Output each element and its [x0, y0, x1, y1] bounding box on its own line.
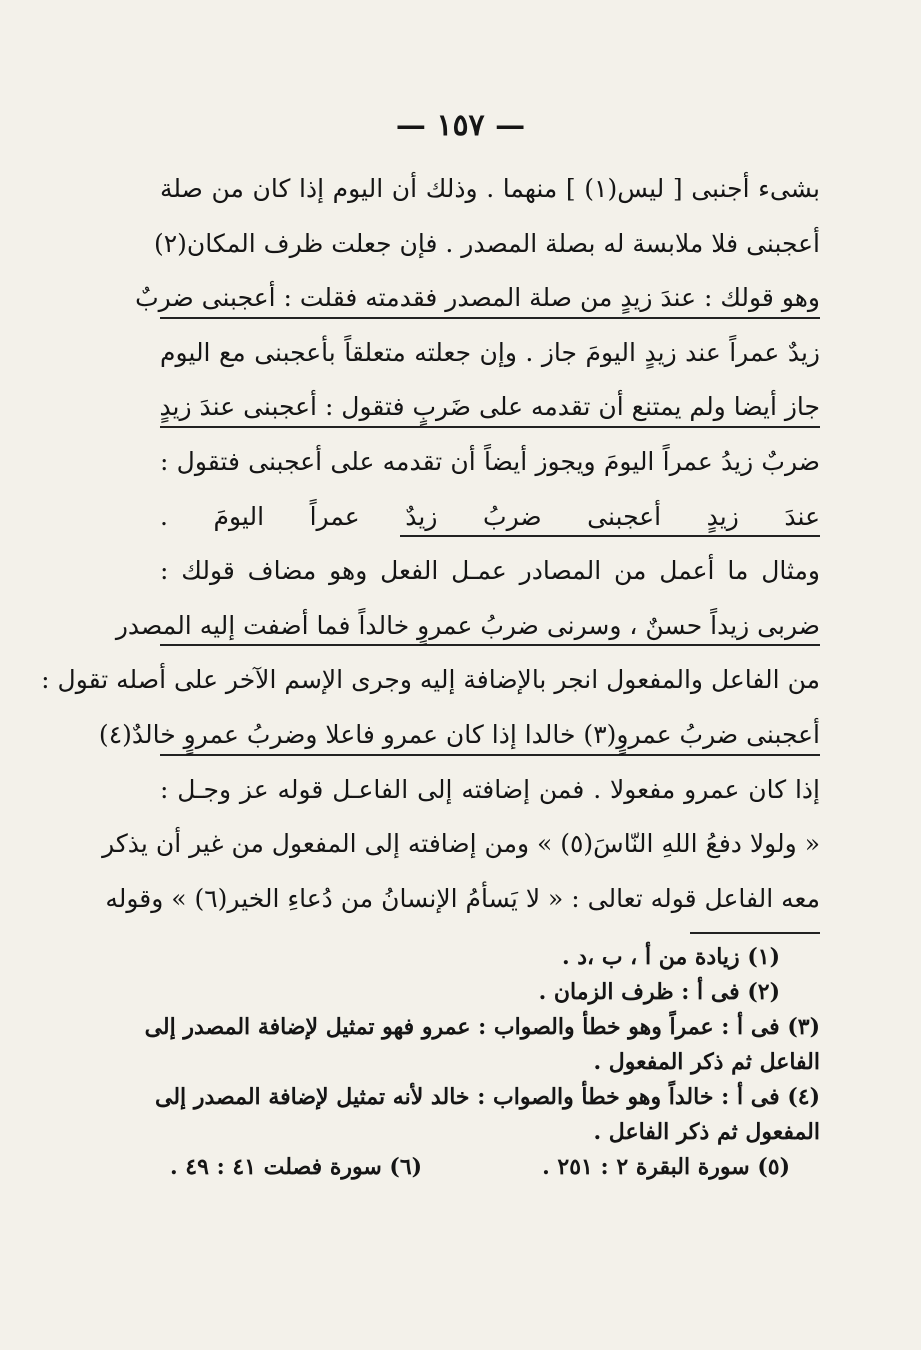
text-line: إذا كان عمرو مفعولا . فمن إضافته إلى الفاعـل قوله عز وجـل : — [160, 774, 820, 804]
footnote: (١) زيادة من أ ، ب ،د . — [561, 944, 780, 970]
text-line: وهو قولك : عندَ زيدٍ من صلة المصدر فقدمته فقلت : أعجبنى ضربٌ — [135, 283, 820, 313]
footnotes — [144, 940, 820, 1185]
text-line: بشىء أجنبى [ ليس(١) ] منهما . وذلك أن اليوم إذا كان من صلة — [160, 174, 820, 203]
text-line: ضربٌ زيدُ عمراً اليومَ ويجوز أيضاً أن تقدمه على أعجبنى فتقول : — [160, 446, 820, 476]
text-line: معه الفاعل قوله تعالى : « لا يَسأمُ الإنسانُ من دُعاءِ الخير(٦) » وقوله — [105, 883, 820, 913]
text-line: أعجبنى ضربُ عمروٍ(٣) خالدا إذا كان عمرو فاعلا وضربُ عمروٍ خالدٌ(٤) — [98, 719, 820, 749]
text-line: زيدٌ عمراً عند زيدٍ اليومَ جاز . وإن جعلته متعلقاً بأعجبنى مع اليوم — [160, 337, 820, 367]
main-text — [41, 162, 820, 934]
text-line: ضربى زيداً حسنٌ ، وسرنى ضربُ عمروٍ خالداً فما أضفت إليه المصدر — [115, 610, 820, 640]
text-line: جاز أيضا ولم يمتنع أن تقدمه على ضَربٍ فتقول : أعجبنى عندَ زيدٍ — [159, 392, 820, 422]
footnote: (٢) فى أ : ظرف الزمان . — [538, 979, 780, 1005]
text-line: عندَ زيدٍ أعجبنى ضربُ زيدٌ عمراً اليومَ . — [160, 501, 820, 531]
text-line: أعجبنى فلا ملابسة له بصلة المصدر . فإن جعلت ظرف المكان(٢) — [153, 228, 820, 258]
footnote: (٦) سورة فصلت ٤١ : ٤٩ . — [169, 1154, 423, 1180]
footnote-separator — [690, 932, 820, 934]
footnote-continuation: المفعول ثم ذكر الفاعل . — [593, 1119, 820, 1145]
footnote: (٥) سورة البقرة ٢ : ٢٥١ . — [542, 1154, 790, 1180]
footnote-pair — [155, 1150, 820, 1185]
page-number: — ١٥٧ — — [395, 108, 526, 143]
text-line: ومثال ما أعمل من المصادر عمـل الفعل وهو مضاف قولك : — [160, 556, 820, 586]
text-line: من الفاعل والمفعول انجر بالإضافة إليه وجرى الإسم الآخر على أصله تقول : — [41, 665, 820, 695]
footnote: (٤) فى أ : خالداً وهو خطأ والصواب : خالد لأنه تمثيل لإضافة المصدر إلى — [155, 1084, 820, 1110]
footnote-continuation: الفاعل ثم ذكر المفعول . — [593, 1049, 820, 1075]
footnote: (٣) فى أ : عمراً وهو خطأ والصواب : عمرو فهو تمثيل لإضافة المصدر إلى — [144, 1014, 820, 1040]
text-line: « ولولا دفعُ اللهِ النّاسَ(٥) » ومن إضافته إلى المفعول من غير أن يذكر — [102, 829, 820, 859]
